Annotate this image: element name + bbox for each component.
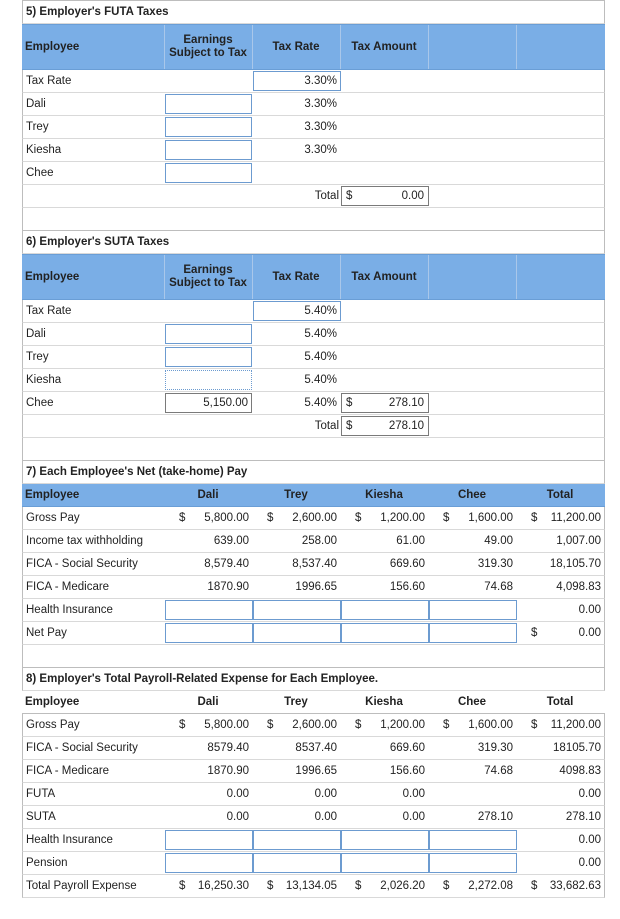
netpay-section-title-row	[22, 461, 605, 484]
netpay-cell[interactable]	[429, 623, 517, 643]
netpay-title: 7) Each Employee's Net (take-home) Pay	[26, 466, 248, 478]
expense-cell	[165, 737, 253, 759]
cell-value: 1,600.00	[468, 719, 513, 731]
cell-value: 18105.70	[553, 742, 601, 754]
expense-cell[interactable]	[253, 830, 341, 850]
cell-value: 8537.40	[295, 742, 337, 754]
cell-value: 1870.90	[207, 581, 249, 593]
cell-value: 669.60	[389, 742, 425, 754]
suta-row	[22, 369, 605, 392]
row-label: FICA - Social Security	[26, 558, 138, 570]
cell-value: 33,682.63	[549, 880, 601, 892]
expense-cell	[253, 806, 341, 828]
cell-value: 258.00	[301, 535, 337, 547]
futa-total-row	[22, 185, 605, 208]
cell-value: 0.00	[578, 627, 601, 639]
futa-header-rate: Tax Rate	[272, 40, 320, 53]
suta-rate-chee: 5.40%	[253, 393, 341, 413]
row-label: Chee	[26, 397, 54, 409]
dollar-sign: $	[355, 512, 362, 524]
expense-row	[22, 760, 605, 783]
expense-row	[22, 783, 605, 806]
cell-value: 0.00	[314, 788, 337, 800]
cell-value: 278.10	[565, 811, 601, 823]
futa-rate-dali: 3.30%	[253, 94, 341, 114]
expense-row	[22, 714, 605, 737]
cell-value: 0.00	[578, 834, 601, 846]
netpay-row	[22, 507, 605, 530]
cell-value: 5,800.00	[204, 512, 249, 524]
cell-value: 0.00	[226, 788, 249, 800]
cell-value: 11,200.00	[550, 512, 601, 524]
futa-total-value: 0.00	[401, 190, 424, 202]
netpay-row	[22, 599, 605, 622]
expense-row	[22, 806, 605, 829]
cell-value: 1996.65	[295, 581, 337, 593]
cell-value: 669.60	[389, 558, 425, 570]
futa-row	[22, 139, 605, 162]
netpay-cell	[517, 599, 605, 621]
netpay-cell	[253, 576, 341, 598]
cell-value: 61.00	[396, 535, 425, 547]
expense-cell[interactable]	[341, 853, 429, 873]
suta-title: 6) Employer's SUTA Taxes	[26, 236, 170, 248]
expense-header-total: Total	[546, 696, 574, 708]
dollar-sign: $	[267, 880, 274, 892]
suta-amount-chee: 278.10	[388, 397, 424, 409]
row-label: Gross Pay	[26, 512, 80, 524]
suta-rate-input[interactable]: 5.40%	[253, 301, 341, 321]
cell-value: 319.30	[477, 742, 513, 754]
row-label: Trey	[26, 351, 49, 363]
expense-cell	[341, 737, 429, 759]
netpay-cell	[429, 553, 517, 575]
row-label: Dali	[26, 98, 46, 110]
suta-row	[22, 346, 605, 369]
netpay-cell[interactable]	[165, 623, 253, 643]
dollar-sign: $	[531, 719, 538, 731]
futa-header-amount: Tax Amount	[351, 40, 417, 53]
cell-value: 4,098.83	[556, 581, 601, 593]
futa-earnings-input-trey[interactable]	[165, 117, 252, 137]
cell-value: 1,200.00	[380, 512, 425, 524]
suta-earnings-input-trey[interactable]	[165, 347, 252, 367]
expense-cell	[517, 760, 605, 782]
futa-rate-trey: 3.30%	[253, 117, 341, 137]
cell-value: 11,200.00	[550, 719, 601, 731]
expense-cell[interactable]	[165, 830, 253, 850]
expense-cell	[165, 714, 253, 736]
dollar-sign: $	[443, 880, 450, 892]
suta-earnings-input-dali[interactable]	[165, 324, 252, 344]
cell-value: 0.00	[314, 811, 337, 823]
suta-total-symbol: $	[346, 420, 353, 432]
netpay-cell	[165, 553, 253, 575]
suta-header	[22, 254, 605, 300]
netpay-cell	[165, 507, 253, 529]
expense-cell	[165, 806, 253, 828]
netpay-cell	[341, 530, 429, 552]
row-label: Net Pay	[26, 627, 67, 639]
expense-cell[interactable]	[429, 830, 517, 850]
expense-cell	[341, 806, 429, 828]
netpay-header-dali: Dali	[197, 489, 219, 501]
cell-value: 0.00	[578, 857, 601, 869]
expense-cell	[517, 737, 605, 759]
netpay-cell	[517, 530, 605, 552]
cell-value: 2,600.00	[292, 719, 337, 731]
row-label: Kiesha	[26, 374, 62, 386]
netpay-cell	[165, 576, 253, 598]
futa-header-earnings: Earnings Subject to Tax	[169, 34, 247, 59]
suta-row	[22, 300, 605, 323]
cell-value: 1,600.00	[468, 512, 513, 524]
netpay-cell	[165, 530, 253, 552]
cell-value: 13,134.05	[285, 880, 337, 892]
expense-row	[22, 875, 605, 898]
netpay-row	[22, 530, 605, 553]
futa-earnings-input-kiesha[interactable]	[165, 140, 252, 160]
futa-earnings-input-dali[interactable]	[165, 94, 252, 114]
dollar-sign: $	[267, 719, 274, 731]
netpay-header-chee: Chee	[457, 489, 487, 501]
futa-row	[22, 162, 605, 185]
netpay-cell	[517, 576, 605, 598]
expense-cell	[165, 875, 253, 897]
suta-amount-chee-cell	[341, 393, 429, 413]
suta-amount-symbol: $	[346, 397, 353, 409]
cell-value: 1,007.00	[556, 535, 601, 547]
expense-cell	[429, 714, 517, 736]
cell-value: 2,600.00	[292, 512, 337, 524]
suta-rate-trey: 5.40%	[253, 347, 341, 367]
suta-header-rate: Tax Rate	[272, 270, 320, 283]
cell-value: 156.60	[389, 765, 425, 777]
suta-rate-dali: 5.40%	[253, 324, 341, 344]
netpay-cell[interactable]	[253, 600, 341, 620]
cell-value: 0.00	[226, 811, 249, 823]
netpay-header	[22, 484, 605, 507]
row-label: Gross Pay	[26, 719, 80, 731]
expense-cell[interactable]	[253, 853, 341, 873]
row-label: Income tax withholding	[26, 535, 143, 547]
netpay-cell	[341, 576, 429, 598]
dollar-sign: $	[443, 719, 450, 731]
cell-value: 0.00	[402, 788, 425, 800]
expense-title: 8) Employer's Total Payroll-Related Expense for Each Employee.	[26, 673, 379, 685]
expense-header	[22, 691, 605, 714]
suta-total-value: 278.10	[388, 420, 424, 432]
futa-row	[22, 116, 605, 139]
expense-row	[22, 829, 605, 852]
cell-value: 49.00	[484, 535, 513, 547]
netpay-row	[22, 553, 605, 576]
suta-total-label: Total	[314, 420, 339, 432]
futa-row	[22, 93, 605, 116]
expense-cell	[341, 875, 429, 897]
row-label: Health Insurance	[26, 834, 113, 846]
netpay-header-total: Total	[546, 489, 574, 501]
suta-header-employee: Employee	[25, 270, 80, 283]
dollar-sign: $	[179, 880, 186, 892]
row-label: Dali	[26, 328, 46, 340]
cell-value: 5,800.00	[204, 719, 249, 731]
netpay-cell[interactable]	[165, 600, 253, 620]
suta-section-title-row	[22, 231, 605, 254]
expense-cell[interactable]	[341, 830, 429, 850]
expense-cell	[429, 875, 517, 897]
suta-row	[22, 323, 605, 346]
expense-cell	[341, 714, 429, 736]
cell-value: 1996.65	[295, 765, 337, 777]
expense-cell	[429, 806, 517, 828]
netpay-cell	[429, 576, 517, 598]
suta-rate-kiesha: 5.40%	[253, 370, 341, 390]
expense-cell	[253, 760, 341, 782]
suta-earnings-input-kiesha[interactable]	[165, 370, 252, 390]
dollar-sign: $	[531, 880, 538, 892]
expense-header-employee: Employee	[25, 696, 80, 708]
expense-cell	[429, 737, 517, 759]
expense-cell	[429, 783, 517, 805]
dollar-sign: $	[355, 880, 362, 892]
netpay-cell	[429, 507, 517, 529]
row-label: Kiesha	[26, 144, 62, 156]
dollar-sign: $	[355, 719, 362, 731]
expense-cell	[429, 760, 517, 782]
cell-value: 0.00	[402, 811, 425, 823]
netpay-cell	[429, 530, 517, 552]
cell-value: 2,026.20	[380, 880, 425, 892]
futa-total-cell	[341, 186, 429, 206]
dollar-sign: $	[267, 512, 274, 524]
netpay-cell	[517, 553, 605, 575]
row-label: Trey	[26, 121, 49, 133]
cell-value: 0.00	[578, 788, 601, 800]
spreadsheet	[22, 0, 605, 898]
netpay-cell[interactable]	[253, 623, 341, 643]
futa-row	[22, 70, 605, 93]
suta-row	[22, 392, 605, 415]
row-label: FICA - Medicare	[26, 581, 110, 593]
expense-cell	[341, 783, 429, 805]
netpay-cell	[341, 507, 429, 529]
futa-header-employee: Employee	[25, 40, 80, 53]
futa-total-label: Total	[314, 190, 339, 202]
futa-section-title-row	[22, 0, 605, 24]
expense-cell[interactable]	[429, 853, 517, 873]
cell-value: 639.00	[213, 535, 249, 547]
netpay-cell[interactable]	[429, 600, 517, 620]
netpay-header-employee: Employee	[25, 489, 80, 501]
cell-value: 74.68	[484, 765, 513, 777]
cell-value: 8,579.40	[204, 558, 249, 570]
suta-total-cell	[341, 416, 429, 436]
netpay-cell	[517, 507, 605, 529]
expense-cell	[341, 760, 429, 782]
row-label: FICA - Social Security	[26, 742, 138, 754]
futa-rate-kiesha: 3.30%	[253, 140, 341, 160]
suta-header-earnings: Earnings Subject to Tax	[169, 264, 247, 289]
row-label: FICA - Medicare	[26, 765, 110, 777]
expense-cell	[253, 875, 341, 897]
futa-earnings-input-chee[interactable]	[165, 163, 252, 183]
expense-cell	[253, 737, 341, 759]
expense-cell	[517, 806, 605, 828]
expense-header-kiesha: Kiesha	[365, 696, 403, 708]
suta-header-amount: Tax Amount	[351, 270, 417, 283]
expense-header-chee: Chee	[457, 696, 487, 708]
row-label: Health Insurance	[26, 604, 113, 616]
expense-cell	[253, 783, 341, 805]
futa-title: 5) Employer's FUTA Taxes	[26, 6, 169, 18]
expense-header-trey: Trey	[284, 696, 308, 708]
netpay-cell	[341, 553, 429, 575]
cell-value: 8,537.40	[292, 558, 337, 570]
expense-cell	[253, 714, 341, 736]
expense-section-title-row	[22, 668, 605, 691]
netpay-cell	[253, 507, 341, 529]
netpay-row	[22, 622, 605, 645]
row-label: Tax Rate	[26, 305, 72, 317]
row-label: FUTA	[26, 788, 56, 800]
row-label: Total Payroll Expense	[26, 880, 137, 892]
dollar-sign: $	[531, 512, 538, 524]
expense-cell	[165, 760, 253, 782]
cell-value: 18,105.70	[549, 558, 601, 570]
cell-value: 278.10	[477, 811, 513, 823]
netpay-row	[22, 576, 605, 599]
cell-value: 4098.83	[559, 765, 601, 777]
suta-earnings-chee[interactable]: 5,150.00	[165, 393, 252, 413]
netpay-cell[interactable]	[341, 600, 429, 620]
expense-cell	[517, 714, 605, 736]
netpay-cell	[253, 530, 341, 552]
expense-cell	[165, 783, 253, 805]
expense-row	[22, 852, 605, 875]
expense-cell[interactable]	[165, 853, 253, 873]
row-label: SUTA	[26, 811, 56, 823]
dollar-sign: $	[531, 627, 538, 639]
netpay-cell	[253, 553, 341, 575]
expense-cell	[517, 783, 605, 805]
cell-value: 0.00	[578, 604, 601, 616]
cell-value: 2,272.08	[468, 880, 513, 892]
futa-header	[22, 24, 605, 70]
expense-cell	[517, 875, 605, 897]
dollar-sign: $	[179, 719, 186, 731]
netpay-cell[interactable]	[341, 623, 429, 643]
suta-total-row	[22, 415, 605, 438]
expense-row	[22, 737, 605, 760]
dollar-sign: $	[179, 512, 186, 524]
row-label: Chee	[26, 167, 54, 179]
cell-value: 8579.40	[207, 742, 249, 754]
cell-value: 1,200.00	[380, 719, 425, 731]
cell-value: 16,250.30	[197, 880, 249, 892]
expense-cell	[517, 829, 605, 851]
netpay-header-trey: Trey	[284, 489, 308, 501]
row-label: Pension	[26, 857, 68, 869]
cell-value: 319.30	[477, 558, 513, 570]
dollar-sign: $	[443, 512, 450, 524]
futa-rate-input[interactable]: 3.30%	[253, 71, 341, 91]
expense-cell	[517, 852, 605, 874]
expense-header-dali: Dali	[197, 696, 219, 708]
netpay-header-kiesha: Kiesha	[365, 489, 403, 501]
cell-value: 1870.90	[207, 765, 249, 777]
cell-value: 74.68	[484, 581, 513, 593]
row-label: Tax Rate	[26, 75, 72, 87]
futa-total-symbol: $	[346, 190, 353, 202]
cell-value: 156.60	[389, 581, 425, 593]
